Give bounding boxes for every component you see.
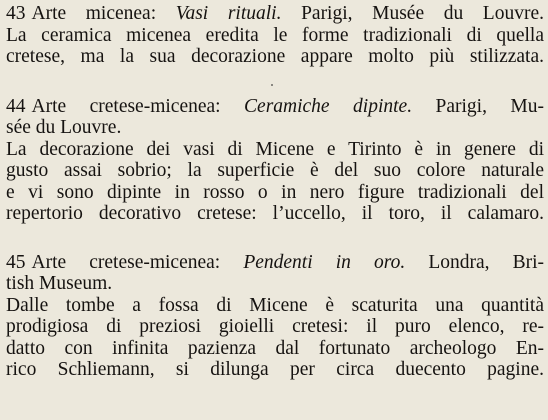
caption-location-continued: sée du Louvre. (6, 117, 122, 138)
caption-entry-43 (6, 3, 544, 68)
caption-prefix: Arte micenea: (31, 3, 176, 24)
caption-entry-45 (6, 252, 544, 381)
body-line: La ceramica micenea eredita le forme tradizionali di quella (6, 24, 544, 46)
caption-location: Parigi, Musée du Louvre. (281, 3, 544, 24)
artwork-title: Vasi rituali. (175, 3, 282, 24)
artwork-title: Pendenti in oro. (243, 251, 406, 273)
body-line: La decorazione dei vasi di Micene e Tirinto è in genere di (6, 138, 544, 160)
artwork-title: Ceramiche dipinte. (244, 95, 413, 117)
caption-prefix: Arte cretese-micenea: (31, 251, 244, 273)
body-line: cretese, ma la sua decorazione appare molto più stilizzata. (6, 46, 544, 67)
caption-location-continued: tish Museum. (6, 273, 113, 294)
caption-number: 45 (6, 251, 26, 273)
caption-heading-45 (6, 252, 544, 274)
caption-location: Parigi, Mu- (412, 95, 545, 117)
caption-prefix: Arte cretese-micenea: (31, 95, 245, 117)
caption-number: 43 (6, 3, 26, 24)
caption-heading-44 (6, 96, 544, 118)
body-line: datto con infinita pazienza dal fortunato archeologo En- (6, 337, 544, 359)
body-line: prodigiosa di preziosi gioielli cretesi: il puro elenco, re- (6, 316, 544, 337)
body-line: gusto assai sobrio; la superficie è del suo colore naturale (6, 160, 544, 181)
caption-list (6, 3, 544, 381)
caption-number: 44 (6, 95, 26, 117)
caption-entry-44 (6, 96, 544, 225)
body-line: rico Schliemann, si dilunga per circa duecento pagine. (6, 359, 544, 380)
caption-location: Londra, Bri- (405, 251, 545, 273)
body-line: e vi sono dipinte in rosso o in nero figure tradizionali del (6, 181, 544, 203)
caption-heading-43 (6, 3, 544, 25)
body-line: Dalle tombe a fossa di Micene è scaturita una quantità (6, 294, 544, 316)
body-line: repertorio decorativo cretese: l’uccello, il toro, il calamaro. (6, 203, 544, 224)
